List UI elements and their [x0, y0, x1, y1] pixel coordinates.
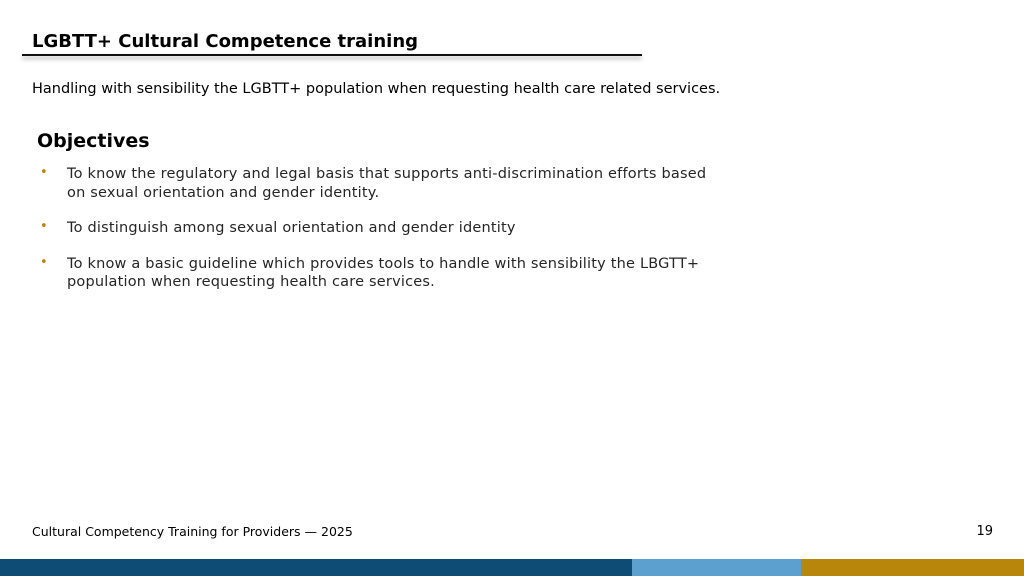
footer-color-bar: [0, 559, 1024, 576]
bullet-icon: •: [40, 165, 48, 180]
slide-title: LGBTT+ Cultural Competence training: [32, 31, 419, 52]
slide-subtitle: Handling with sensibility the LGBTT+ population when requesting health care related services.: [32, 81, 721, 97]
objective-text: To know the regulatory and legal basis that supports anti-discrimination efforts based on sexual orientation and gender identity.: [67, 166, 707, 201]
objectives-list: [40, 165, 720, 309]
title-underline: [22, 54, 642, 56]
objective-text: To know a basic guideline which provides tools to handle with sensibility the LBGTT+ population when requesting health care services.: [67, 255, 700, 290]
footer-text: Cultural Competency Training for Providers — 2025: [32, 524, 353, 539]
bullet-icon: •: [40, 219, 48, 234]
objective-item: [40, 165, 720, 202]
objectives-heading: Objectives: [37, 130, 150, 152]
footer-bar-dark-blue: [0, 559, 632, 576]
footer-bar-gold: [801, 559, 1024, 576]
objective-item: [40, 255, 720, 292]
page-number: 19: [976, 524, 993, 539]
bullet-icon: •: [40, 254, 48, 270]
objective-text: To distinguish among sexual orientation and gender identity: [67, 220, 516, 236]
footer-bar-light-blue: [632, 559, 801, 576]
objective-item: [40, 219, 720, 238]
